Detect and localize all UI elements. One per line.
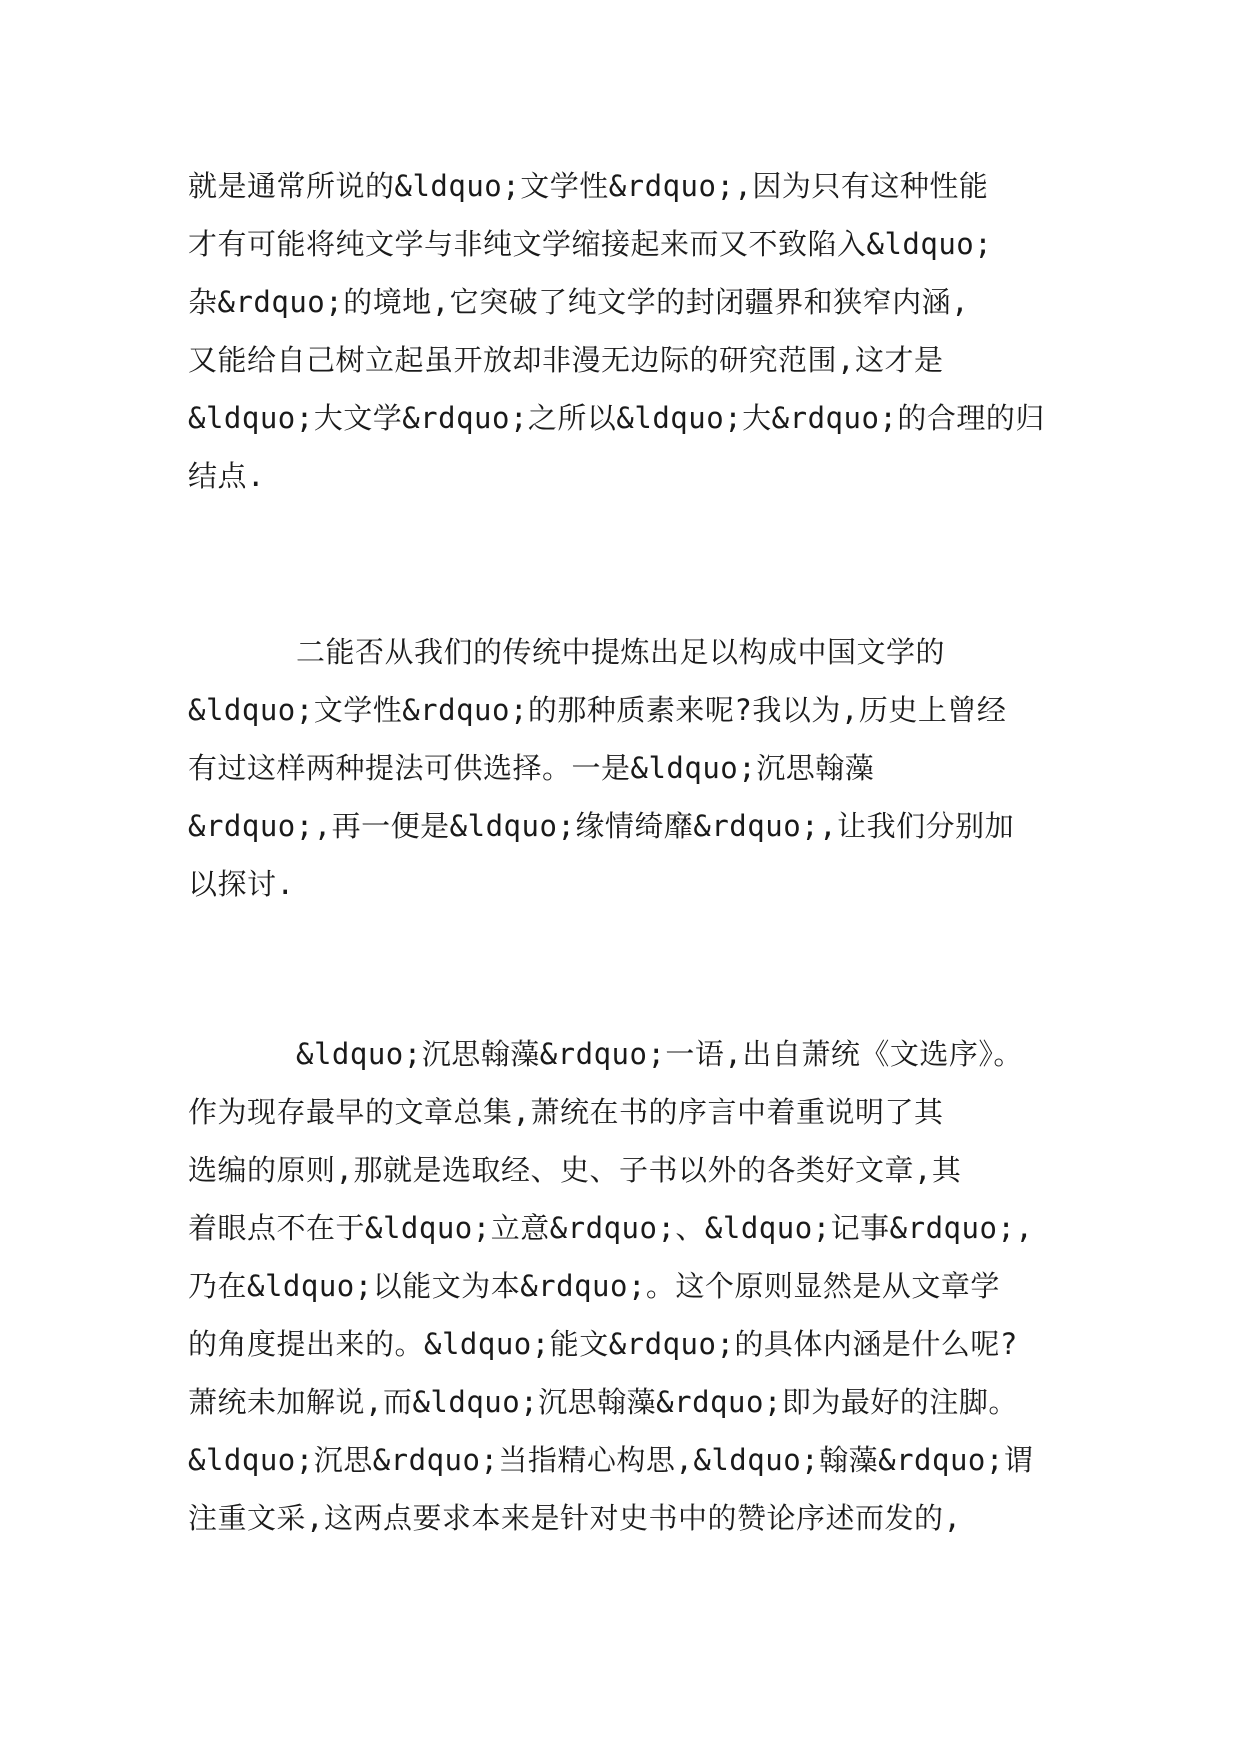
text-line: 注重文采,这两点要求本来是针对史书中的赞论序述而发的,	[188, 1501, 962, 1535]
text-line: 杂&rdquo;的境地,它突破了纯文学的封闭疆界和狭窄内涵,	[188, 285, 970, 319]
text-line: 才有可能将纯文学与非纯文学缩接起来而又不致陷入&ldquo;	[188, 227, 993, 261]
text-line: 以探讨.	[188, 867, 295, 901]
text-line: 有过这样两种提法可供选择。一是&ldquo;沉思翰藻	[188, 751, 875, 785]
text-line: &ldquo;沉思&rdquo;当指精心构思,&ldquo;翰藻&rdquo;谓	[188, 1443, 1034, 1477]
text-line: 就是通常所说的&ldquo;文学性&rdquo;,因为只有这种性能	[188, 169, 989, 203]
text-line: 乃在&ldquo;以能文为本&rdquo;。这个原则显然是从文章学	[188, 1269, 1000, 1303]
text-line: 选编的原则,那就是选取经、史、子书以外的各类好文章,其	[188, 1153, 962, 1187]
text-line: &ldquo;大文学&rdquo;之所以&ldquo;大&rdquo;的合理的归	[188, 401, 1045, 435]
text-line: &ldquo;沉思翰藻&rdquo;一语,出自萧统《文选序》。	[296, 1037, 1023, 1071]
text-line: 萧统未加解说,而&ldquo;沉思翰藻&rdquo;即为最好的注脚。	[188, 1385, 1018, 1419]
text-line: 二能否从我们的传统中提炼出足以构成中国文学的	[296, 635, 946, 669]
paragraph-1	[188, 157, 1060, 505]
text-line: &rdquo;,再一便是&ldquo;缘情绮靡&rdquo;,让我们分别加	[188, 809, 1015, 843]
text-line: 又能给自己树立起虽开放却非漫无边际的研究范围,这才是	[188, 343, 944, 377]
text-line: 着眼点不在于&ldquo;立意&rdquo;、&ldquo;记事&rdquo;,	[188, 1211, 1034, 1245]
paragraph-2	[188, 623, 1060, 913]
text-line: &ldquo;文学性&rdquo;的那种质素来呢?我以为,历史上曾经	[188, 693, 1007, 727]
text-line: 作为现存最早的文章总集,萧统在书的序言中着重说明了其	[188, 1095, 944, 1129]
paragraph-3	[188, 1025, 1060, 1547]
text-line: 的角度提出来的。&ldquo;能文&rdquo;的具体内涵是什么呢?	[188, 1327, 1018, 1361]
text-line: 结点.	[188, 459, 265, 493]
